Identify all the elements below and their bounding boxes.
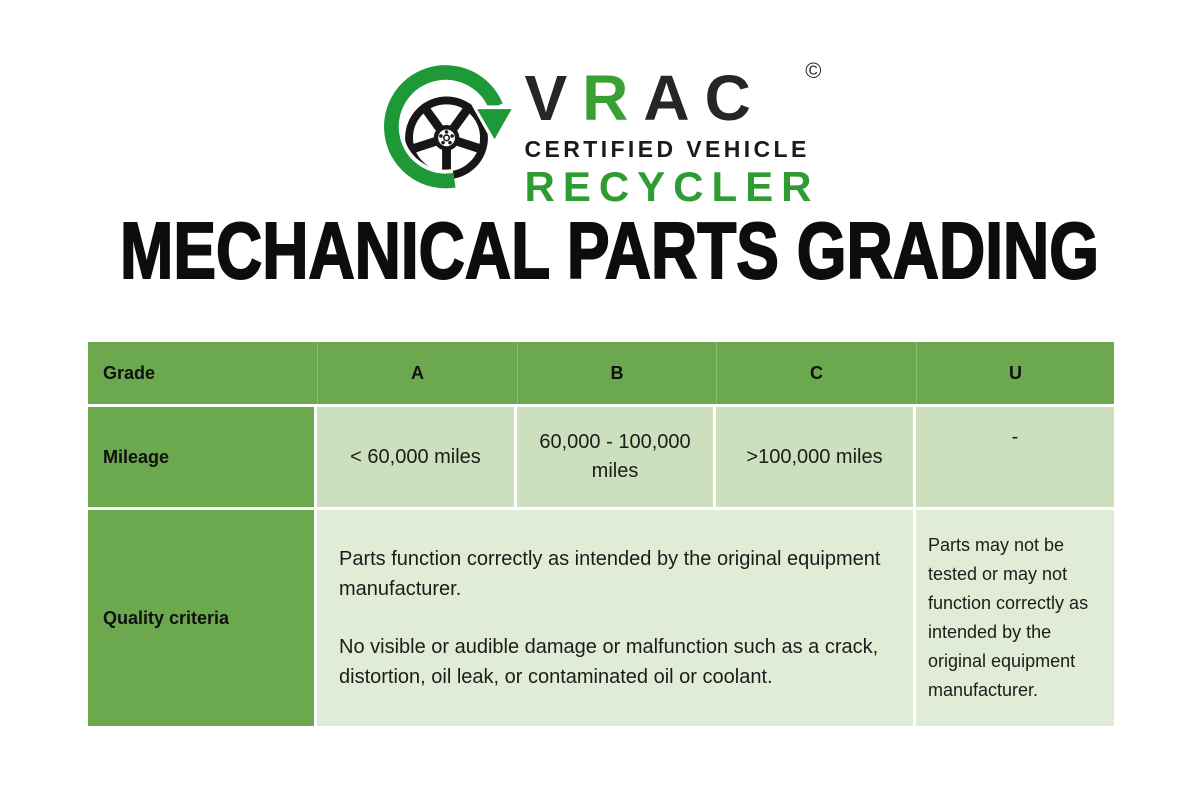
- column-header-b: B: [517, 342, 716, 404]
- brand-letter-a: A: [643, 62, 705, 134]
- mileage-grade-u: -: [916, 407, 1114, 507]
- column-header-c: C: [716, 342, 916, 404]
- recycler-wheel-icon: [380, 58, 518, 196]
- logo-text: [524, 58, 822, 210]
- quality-criteria-grade-u: Parts may not be tested or may not function correctly as intended by the original equipment manufacturer.: [916, 510, 1114, 726]
- mileage-grade-b: 60,000 - 100,000 miles: [517, 407, 713, 507]
- page-title: MECHANICAL PARTS GRADING: [120, 206, 1099, 295]
- quality-criteria-grades-abc: [317, 510, 913, 726]
- quality-criteria-paragraph: Parts function correctly as intended by the original equipment manufacturer.: [339, 548, 881, 600]
- mileage-grade-a: < 60,000 miles: [317, 407, 514, 507]
- brand-letter-v: V: [524, 62, 583, 134]
- column-header-a: A: [317, 342, 517, 404]
- quality-criteria-paragraph: No visible or audible damage or malfunction such as a crack, distortion, oil leak, or contaminated oil or coolant.: [339, 636, 879, 688]
- logo-tagline-recycler: RECYCLER: [524, 163, 820, 210]
- column-header-u: U: [916, 342, 1114, 404]
- grading-table: [88, 342, 1114, 726]
- column-header-grade: Grade: [103, 362, 156, 383]
- mileage-grade-c: >100,000 miles: [716, 407, 913, 507]
- brand-letter-c: C: [704, 62, 766, 134]
- row-label-quality-criteria: Quality criteria: [88, 510, 314, 726]
- copyright-symbol: ©: [805, 58, 822, 83]
- vrac-logo: [380, 58, 822, 210]
- table-header-row: [88, 342, 1114, 404]
- brand-name: [524, 58, 822, 134]
- logo-tagline-certified-vehicle: CERTIFIED VEHICLE: [524, 136, 810, 162]
- brand-letter-r: R: [582, 62, 644, 134]
- row-label-mileage: Mileage: [88, 407, 314, 507]
